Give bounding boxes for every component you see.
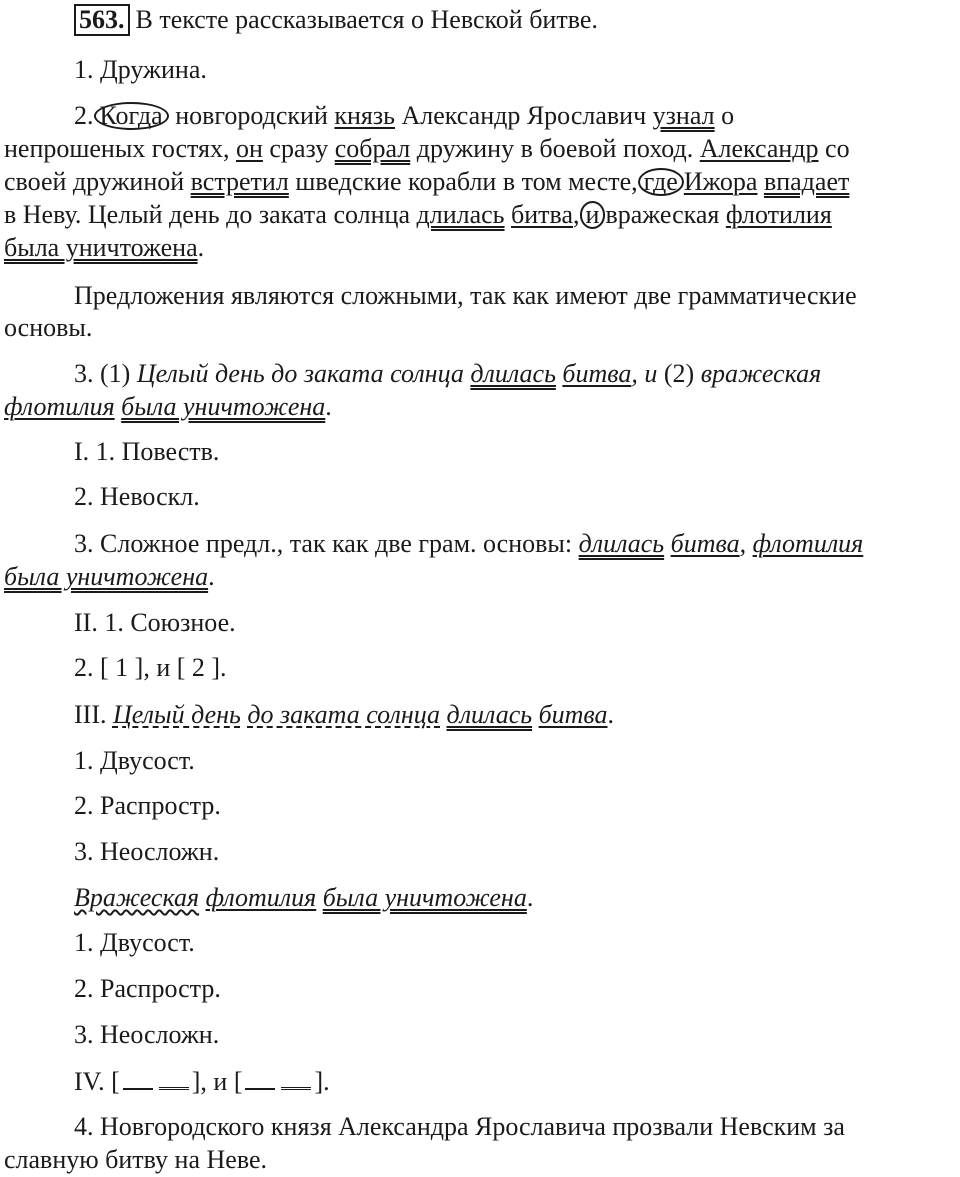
subject-word: князь [334, 101, 396, 130]
analysis-a-3: 3. Неосложн. [74, 837, 220, 866]
subject-word: битва [670, 529, 740, 558]
item-1: 1. Дружина. [74, 55, 207, 84]
subject-word: флотилия [725, 200, 832, 229]
subject-word: флотилия [752, 529, 864, 558]
subject-word: флотилия [4, 392, 115, 421]
item-2-line-4: в Неву. Целый день до заката солнца длилась битва, и вражеская флотилия [4, 200, 832, 229]
analysis-a-2: 2. Распростр. [74, 791, 221, 820]
item-2-line-5: была уничтожена. [4, 233, 205, 262]
item-2-line-1: 2. Когда новгородский князь Александр Ярославич узнал о [74, 101, 735, 130]
analysis-i-2: 2. Невоскл. [74, 482, 200, 511]
subject-word: битва [511, 200, 574, 229]
subject-word: до заката солнца [247, 700, 441, 729]
analysis-ii-2: 2. [ 1 ], и [ 2 ]. [74, 653, 227, 682]
predicate-blank [281, 1083, 311, 1090]
subject-word: он [236, 134, 263, 163]
item-2-line-2: непрошеных гостях, он сразу собрал дружину в боевой поход. Александр со [4, 134, 850, 163]
predicate-word: собрал [334, 134, 411, 163]
explanation-line-2: основы. [4, 313, 93, 342]
analysis-ii-1: II. 1. Союзное. [74, 608, 236, 637]
item-4-line-2: славную битву на Неве. [4, 1145, 267, 1174]
explanation-line-1: Предложения являются сложными, так как имеют две грамматические [74, 281, 857, 310]
subject-blank [123, 1084, 153, 1090]
subject-word: флотилия [205, 883, 317, 912]
analysis-iii-sentence-1: III. Целый день до заката солнца длилась битва. [74, 700, 615, 729]
subject-word: Ижора [683, 167, 758, 196]
analysis-b-1: 1. Двусост. [74, 928, 195, 957]
predicate-word: была уничтожена [4, 562, 209, 591]
analysis-i-3-line-2: была уничтожена. [4, 562, 215, 591]
analysis-iv-scheme: IV. [ ], и [ ]. [74, 1067, 330, 1096]
predicate-word: была уничтожена [121, 392, 326, 421]
exercise-number: 563. [74, 4, 130, 36]
circled-word: где [638, 168, 684, 196]
subject-word: битва [538, 700, 608, 729]
analysis-i-1: I. 1. Повеств. [74, 437, 220, 466]
circled-word: и [580, 201, 606, 229]
item-3-line-2: флотилия была уничтожена. [4, 392, 332, 421]
header-text: В тексте рассказывается о Невской битве. [135, 5, 598, 34]
predicate-word: длилась [578, 529, 665, 558]
subject-word: Целый день [112, 700, 241, 729]
item-2-line-3: своей дружиной встретил шведские корабли в том месте, где Ижора впадает [4, 167, 850, 196]
item-4-line-1: 4. Новгородского князя Александра Ярославича прозвали Невским за [74, 1112, 845, 1141]
predicate-word: встретил [190, 167, 289, 196]
analysis-b-3: 3. Неосложн. [74, 1020, 220, 1049]
predicate-word: узнал [652, 101, 715, 130]
item-3-line-1: 3. (1) Целый день до заката солнца длилась битва, и (2) вражеская [74, 359, 822, 388]
analysis-sentence-2: Вражеская флотилия была уничтожена. [74, 883, 534, 912]
analysis-i-3-line-1: 3. Сложное предл., так как две грам. основы: длилась битва, флотилия [74, 529, 864, 558]
analysis-b-2: 2. Распростр. [74, 974, 221, 1003]
predicate-word: была уничтожена [4, 233, 198, 262]
analysis-a-1: 1. Двусост. [74, 746, 195, 775]
subject-blank [245, 1084, 275, 1090]
predicate-word: была уничтожена [322, 883, 527, 912]
circled-word: Когда [94, 102, 169, 130]
predicate-word: длилась [416, 200, 505, 229]
predicate-word: длилась [446, 700, 533, 729]
predicate-word: впадает [763, 167, 850, 196]
predicate-blank [159, 1083, 189, 1090]
predicate-word: длилась [470, 359, 556, 388]
exercise-header [74, 4, 960, 36]
subject-word: битва [562, 359, 632, 388]
subject-word: Вражеская [74, 883, 200, 912]
subject-word: Александр [699, 134, 819, 163]
